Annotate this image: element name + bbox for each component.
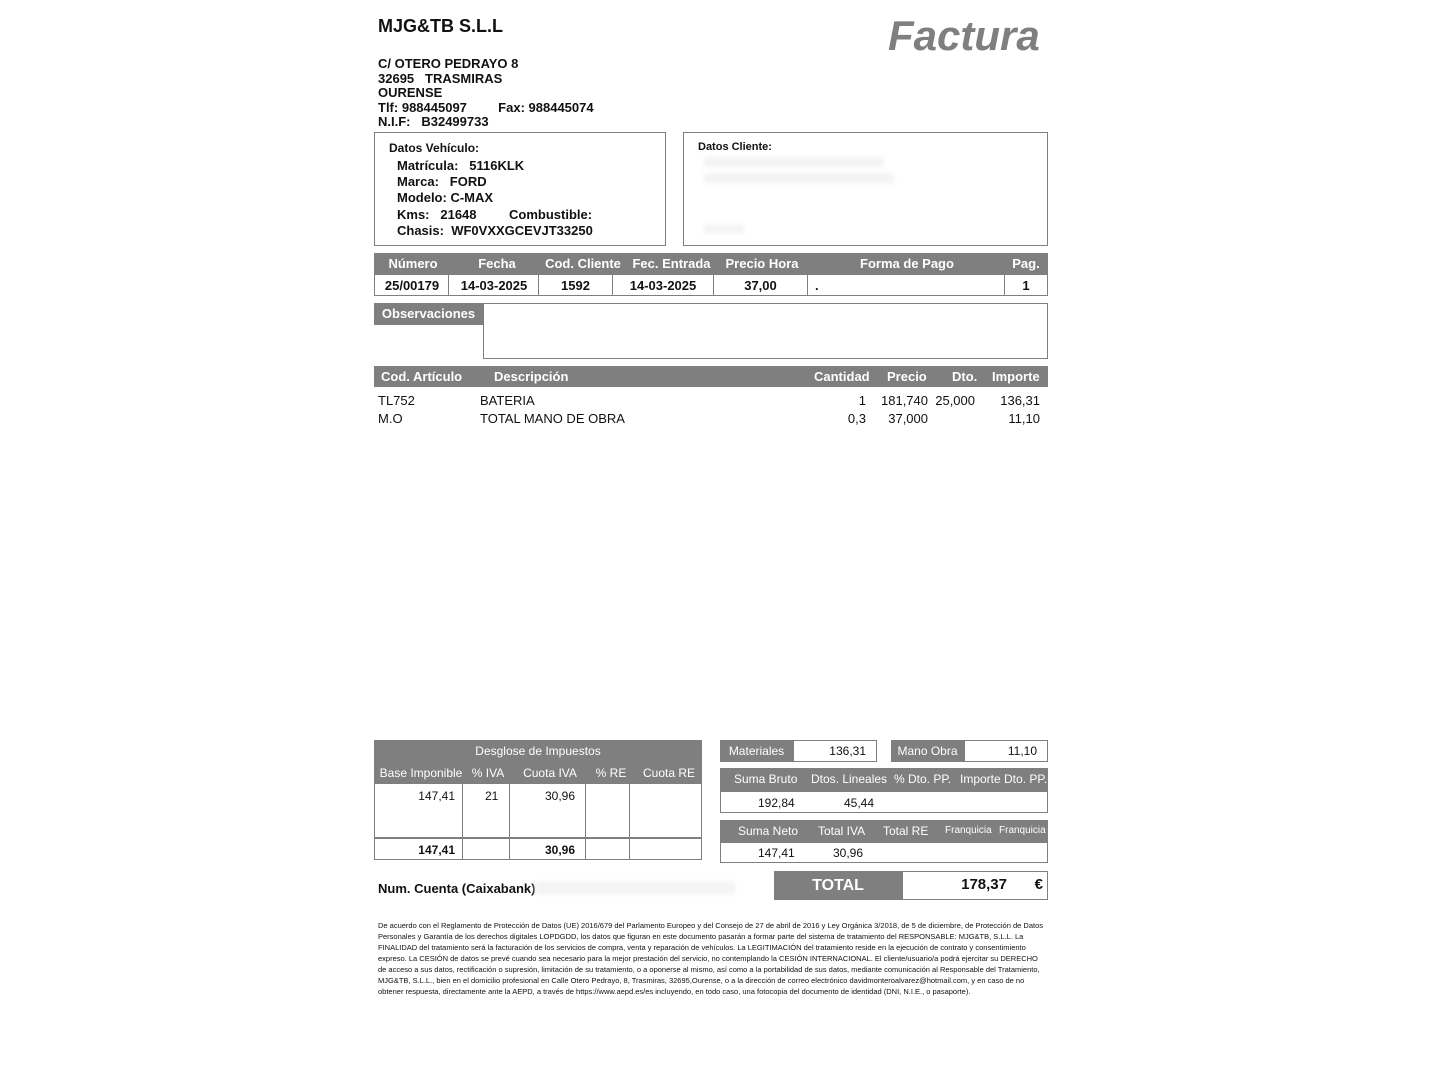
- item-dto: 25,000: [935, 393, 975, 408]
- kms-label: Kms:: [397, 207, 430, 222]
- franquicia-label-1: Franquicia: [945, 825, 992, 836]
- info-header-numero: Número: [388, 256, 438, 271]
- items-header-dto: Dto.: [952, 369, 978, 384]
- company-nif-line: [378, 114, 489, 129]
- company-province: OURENSE: [378, 85, 443, 100]
- company-city: TRASMIRAS: [425, 71, 503, 86]
- chasis-label: Chasis:: [397, 223, 444, 238]
- summary-header-1: [720, 768, 1048, 791]
- table-row: [374, 411, 1048, 428]
- items-header-precio: Precio: [887, 369, 927, 384]
- info-header-precio-hora: Precio Hora: [725, 256, 799, 271]
- mano-obra-value: 11,10: [964, 740, 1048, 762]
- vehicle-heading: Datos Vehículo:: [389, 141, 480, 155]
- info-pag: 1: [1022, 277, 1030, 293]
- modelo-label: Modelo:: [397, 190, 447, 205]
- info-value-row: [374, 274, 1048, 296]
- info-header-fec-entrada: Fec. Entrada: [632, 256, 711, 271]
- divider: [629, 839, 630, 859]
- taxes-total-row: [374, 838, 702, 860]
- item-codigo: M.O: [378, 411, 403, 426]
- company-postal: 32695: [378, 71, 415, 86]
- fax-label: Fax:: [498, 100, 525, 115]
- vehicle-modelo: [397, 190, 493, 205]
- suma-bruto-label: Suma Bruto: [734, 772, 798, 786]
- taxes-iva-pct: 21: [485, 789, 499, 803]
- summary-values-1: [720, 791, 1048, 813]
- taxes-header-iva: % IVA: [471, 766, 505, 780]
- bank-account-label: Num. Cuenta (Caixabank): [378, 881, 536, 896]
- observaciones-box: [483, 303, 1048, 359]
- info-numero: 25/00179: [384, 277, 440, 293]
- suma-neto-value: 147,41: [758, 846, 795, 860]
- divider: [585, 784, 586, 837]
- item-precio: 37,000: [888, 411, 928, 426]
- vehicle-box: [374, 132, 666, 246]
- client-redacted-line: [704, 225, 744, 233]
- taxes-header: [374, 740, 702, 783]
- total-value: 178,37: [961, 876, 1007, 893]
- materiales-label: Materiales: [720, 740, 793, 762]
- info-fec-entrada: 14-03-2025: [629, 277, 697, 293]
- nif-label: N.I.F:: [378, 114, 411, 129]
- nif-value: B32499733: [421, 114, 489, 129]
- taxes-header-cuota-iva: Cuota IVA: [523, 766, 577, 780]
- items-header-descripcion: Descripción: [494, 369, 569, 384]
- client-redacted-line: [704, 173, 894, 183]
- marca-value: FORD: [449, 174, 487, 189]
- dto-pp-label: % Dto. PP.: [894, 772, 952, 786]
- info-precio-hora: 37,00: [744, 277, 777, 293]
- company-street: C/ OTERO PEDRAYO 8: [378, 56, 519, 71]
- info-header-cod-cliente: Cod. Cliente: [545, 256, 621, 271]
- mano-obra-label: Mano Obra: [891, 740, 964, 762]
- info-fecha: 14-03-2025: [460, 277, 528, 293]
- info-header-forma-pago: Forma de Pago: [860, 256, 954, 271]
- items-header-importe: Importe: [992, 369, 1040, 384]
- fax-value: 988445074: [528, 100, 594, 115]
- taxes-header-cuota-re: Cuota RE: [642, 766, 696, 780]
- modelo-value: C-MAX: [450, 190, 494, 205]
- company-phone-line: [378, 100, 594, 115]
- item-precio: 181,740: [881, 393, 928, 408]
- items-header-row: [374, 366, 1048, 387]
- taxes-base: 147,41: [418, 789, 455, 803]
- divider: [807, 275, 808, 295]
- item-descripcion: TOTAL MANO DE OBRA: [480, 411, 625, 426]
- divider: [462, 784, 463, 837]
- item-codigo: TL752: [378, 393, 415, 408]
- bank-account-redacted: [535, 882, 735, 894]
- taxes-body: [374, 783, 702, 838]
- taxes-total-cuota: 30,96: [544, 843, 575, 857]
- item-cantidad: 0,3: [847, 411, 866, 426]
- legal-notice: De acuerdo con el Reglamento de Protección de Datos (UE) 2016/679 del Parlamento Europeo y del Consejo de 27 de abril de 2016 y Ley Orgánica 3/2018, de 5 de diciembre, de Protección de Datos Personales y Garantía de los derechos digitales LOPDGDD, los datos que figuran en este documento pasarán a formar parte del sistema de tratamiento del RESPONSABLE: MJG&TB, S.L.L. La FINALIDAD del tratamiento será la facturación de los servicios de compra, venta y reparación de vehículos. La LEGITIMACIÓN del tratamiento reside en la ejecución de contrato y consentimiento expreso. La CESIÓN de datos se prevé cuando sea necesario para la mejor prestación del servicio, no contemplando la CESIÓN INTERNACIONAL. El cliente/usuario/a podrá ejercitar su DERECHO de acceso a sus datos, rectificación o supresión, limitación de su tratamiento, o a oponerse al mismo, así como a la portabilidad de sus datos, mediante comunicación al Responsable del Tratamiento, MJG&TB, S.L.L., bien en el domicilio profesional en Calle Otero Pedrayo, 8, Trasmiras, 32695,Ourense, o a la dirección de correo electrónico davidmonteroalvarez@hotmail.com, y en caso de no obtener respuesta, directamente ante la AEPD, a través de https://www.aepd.es/es incluyendo, en todo caso, una fotocopia del documento de identidad (DNI, N.I.E., o pasaporte).: [378, 921, 1043, 996]
- matricula-value: 5116KLK: [469, 158, 525, 173]
- info-header-fecha: Fecha: [478, 256, 516, 271]
- info-header-pag: Pag.: [1012, 256, 1040, 271]
- document-title: Factura: [888, 12, 1040, 59]
- kms-value: 21648: [440, 207, 477, 222]
- item-descripcion: BATERIA: [480, 393, 535, 408]
- chasis-value: WF0VXXGCEVJT33250: [451, 223, 593, 238]
- info-forma-pago: .: [815, 277, 819, 293]
- company-city-line: [378, 71, 502, 86]
- company-name: MJG&TB S.L.L: [378, 16, 503, 36]
- currency-symbol: €: [1034, 876, 1043, 893]
- summary-header-2: [720, 820, 1048, 842]
- items-header-codigo: Cod. Artículo: [381, 369, 463, 384]
- divider: [509, 784, 510, 837]
- client-box: [683, 132, 1048, 246]
- franquicia-label-2: Franquicia: [999, 825, 1046, 836]
- vehicle-matricula: [397, 158, 524, 173]
- item-importe: 136,31: [1000, 393, 1040, 408]
- total-iva-label: Total IVA: [818, 824, 866, 838]
- tlf-label: Tlf:: [378, 100, 399, 115]
- vehicle-chasis: [397, 223, 593, 238]
- taxes-header-base: Base Imponible: [379, 766, 463, 780]
- dtos-lineales-value: 45,44: [844, 796, 875, 810]
- total-value-box: [902, 871, 1048, 900]
- tlf-value: 988445097: [401, 100, 467, 115]
- divider: [509, 839, 510, 859]
- marca-label: Marca:: [397, 174, 439, 189]
- items-header-cantidad: Cantidad: [814, 369, 870, 384]
- divider: [585, 839, 586, 859]
- summary-values-2: [720, 842, 1048, 863]
- taxes-title: Desglose de Impuestos: [475, 744, 601, 758]
- taxes-total-base: 147,41: [418, 843, 455, 857]
- divider: [462, 839, 463, 859]
- info-cod-cliente: 1592: [561, 277, 590, 293]
- item-importe: 11,10: [1008, 411, 1040, 426]
- observaciones-label: Observaciones: [374, 303, 483, 325]
- total-label: TOTAL: [774, 871, 902, 900]
- matricula-label: Matrícula:: [397, 158, 459, 173]
- client-heading: Datos Cliente:: [698, 141, 772, 153]
- total-iva-value: 30,96: [833, 846, 864, 860]
- vehicle-marca: [397, 174, 487, 189]
- info-header-row: [374, 253, 1048, 274]
- divider: [629, 784, 630, 837]
- suma-neto-label: Suma Neto: [738, 824, 799, 838]
- materiales-value: 136,31: [793, 740, 877, 762]
- importe-dto-pp-label: Importe Dto. PP.: [960, 772, 1048, 786]
- suma-bruto-value: 192,84: [758, 796, 795, 810]
- combustible-label: Combustible:: [509, 207, 593, 222]
- vehicle-kms: [397, 207, 477, 222]
- taxes-header-re: % RE: [595, 766, 627, 780]
- table-row: [374, 393, 1048, 410]
- total-re-label: Total RE: [883, 824, 929, 838]
- item-cantidad: 1: [858, 393, 866, 408]
- dtos-lineales-label: Dtos. Lineales: [811, 772, 888, 786]
- taxes-cuota-iva: 30,96: [544, 789, 575, 803]
- client-redacted-line: [704, 157, 884, 167]
